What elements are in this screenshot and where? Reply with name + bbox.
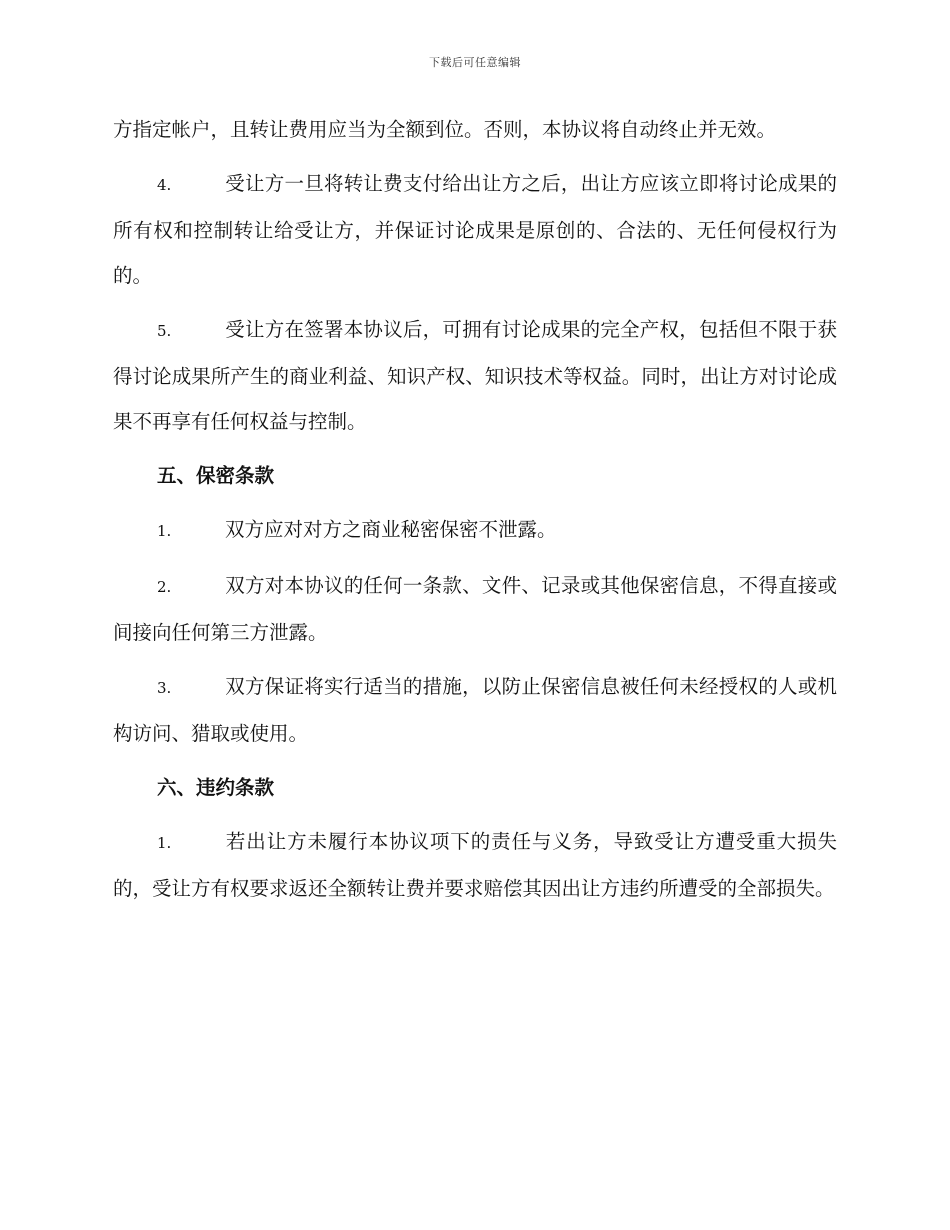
clause-text: 受让方在签署本协议后，可拥有讨论成果的完全产权，包括但不限于获得讨论成果所产生的商业利益、知识产权、知识技术等权益。同时，出让方对讨论成果不再享有任何权益与控制。 <box>113 318 837 433</box>
breach-clause-1 <box>113 819 837 911</box>
paragraph-continuation: 方指定帐户，且转让费用应当为全额到位。否则，本协议将自动终止并无效。 <box>113 118 777 141</box>
confidentiality-clause-3 <box>113 664 837 756</box>
clause-text: 若出让方未履行本协议项下的责任与义务，导致受让方遭受重大损失的，受让方有权要求返还全额转让费并要求赔偿其因出让方违约所遭受的全部损失。 <box>113 830 837 900</box>
clause-5 <box>113 307 837 444</box>
clause-text: 受让方一旦将转让费支付给出让方之后，出让方应该立即将讨论成果的所有权和控制转让给受让方，并保证讨论成果是原创的、合法的、无任何侵权行为的。 <box>113 172 837 287</box>
clause-number: 1. <box>157 834 172 852</box>
clause-number: 1. <box>157 522 172 540</box>
clause-text: 双方对本协议的任何一条款、文件、记录或其他保密信息，不得直接或间接向任何第三方泄露。 <box>113 574 837 644</box>
section-heading-confidentiality: 五、保密条款 <box>157 464 275 487</box>
clause-number: 4. <box>157 176 172 194</box>
page-header: 下载后可任意编辑 <box>429 56 521 69</box>
clause-number: 3. <box>157 679 172 697</box>
confidentiality-clause-2 <box>113 563 837 655</box>
clause-4 <box>113 161 837 298</box>
document-body <box>113 107 837 920</box>
section-heading-breach: 六、违约条款 <box>157 776 275 799</box>
confidentiality-clause-1 <box>113 507 837 554</box>
clause-number: 5. <box>157 322 172 340</box>
clause-text: 双方保证将实行适当的措施，以防止保密信息被任何未经授权的人或机构访问、猎取或使用。 <box>113 675 837 745</box>
clause-number: 2. <box>157 578 172 596</box>
clause-text: 双方应对对方之商业秘密保密不泄露。 <box>225 518 557 541</box>
